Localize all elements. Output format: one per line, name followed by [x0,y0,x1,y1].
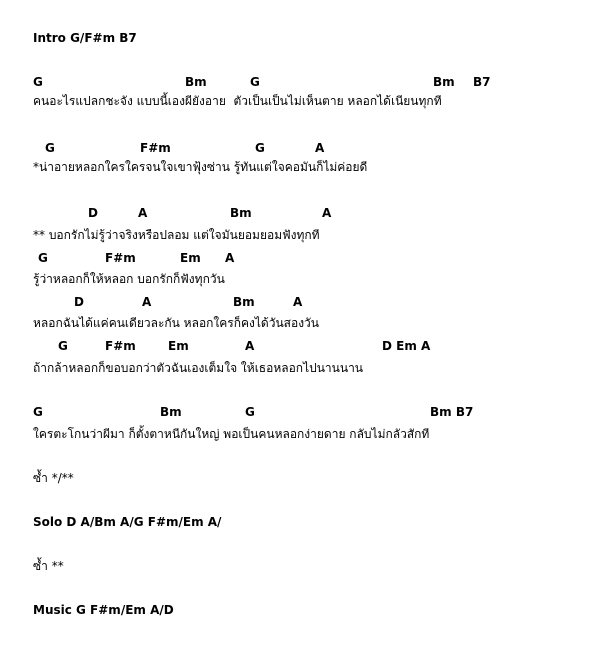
chord: Bm [230,206,252,220]
lyric-line: ใครตะโกนว่าผีมา ก็ตั้งตาหนีกันใหญ่ พอเป็นคนหลอกง่ายดาย กลับไม่กลัวสักที [33,427,430,441]
chord: G [33,405,43,419]
chord: D Em A [382,339,431,353]
repeat-marker: ซ้ำ */** [33,471,74,485]
chord: Bm [185,75,207,89]
solo-line: Solo D A/Bm A/G F#m/Em A/ [33,515,222,529]
chord: G [58,339,68,353]
chord: A [138,206,148,220]
chord: G [33,75,43,89]
lyric-line: *น่าอายหลอกใครใครจนใจเขาฟุ้งซ่าน รู้ทันแต่ใจคอมันก็ไม่ค่อยดี [33,160,368,174]
chord: A [142,295,152,309]
chord: F#m [105,339,136,353]
chord: G [255,141,265,155]
lyric-line: รู้ว่าหลอกก็ให้หลอก บอกรักก็ฟังทุกวัน [33,272,225,286]
chord: G [245,405,255,419]
chord: G [38,251,48,265]
chord: Bm [160,405,182,419]
chord: A [322,206,332,220]
chord: B7 [473,75,491,89]
lyric-line: คนอะไรแปลกชะจัง แบบนี้เองผียังอาย ตัวเป็นเป็นไม่เห็นตาย หลอกได้เนียนทุกที [33,94,442,108]
chord: D [88,206,98,220]
chord: Bm [233,295,255,309]
chord: A [225,251,235,265]
lyric-line: ** บอกรักไม่รู้ว่าจริงหรือปลอม แต่ใจมันยอมยอมฟังทุกที [33,228,320,242]
chord: F#m [105,251,136,265]
chord: Bm B7 [430,405,474,419]
chord: Em [180,251,201,265]
chord: A [245,339,255,353]
repeat-marker: ซ้ำ ** [33,559,64,573]
chord: Bm [433,75,455,89]
chord: Em [168,339,189,353]
chord: A [315,141,325,155]
intro-line: Intro G/F#m B7 [33,31,137,45]
music-line: Music G F#m/Em A/D [33,603,174,617]
chord: G [45,141,55,155]
lyric-line: หลอกฉันได้แค่คนเดียวละกัน หลอกใครก็คงได้วันสองวัน [33,316,320,330]
lyric-line: ถ้ากล้าหลอกก็ขอบอกว่าตัวฉันเองเต็มใจ ให้เธอหลอกไปนานนาน [33,361,364,375]
chord: A [293,295,303,309]
chord: D [74,295,84,309]
chord: G [250,75,260,89]
chord: F#m [140,141,171,155]
